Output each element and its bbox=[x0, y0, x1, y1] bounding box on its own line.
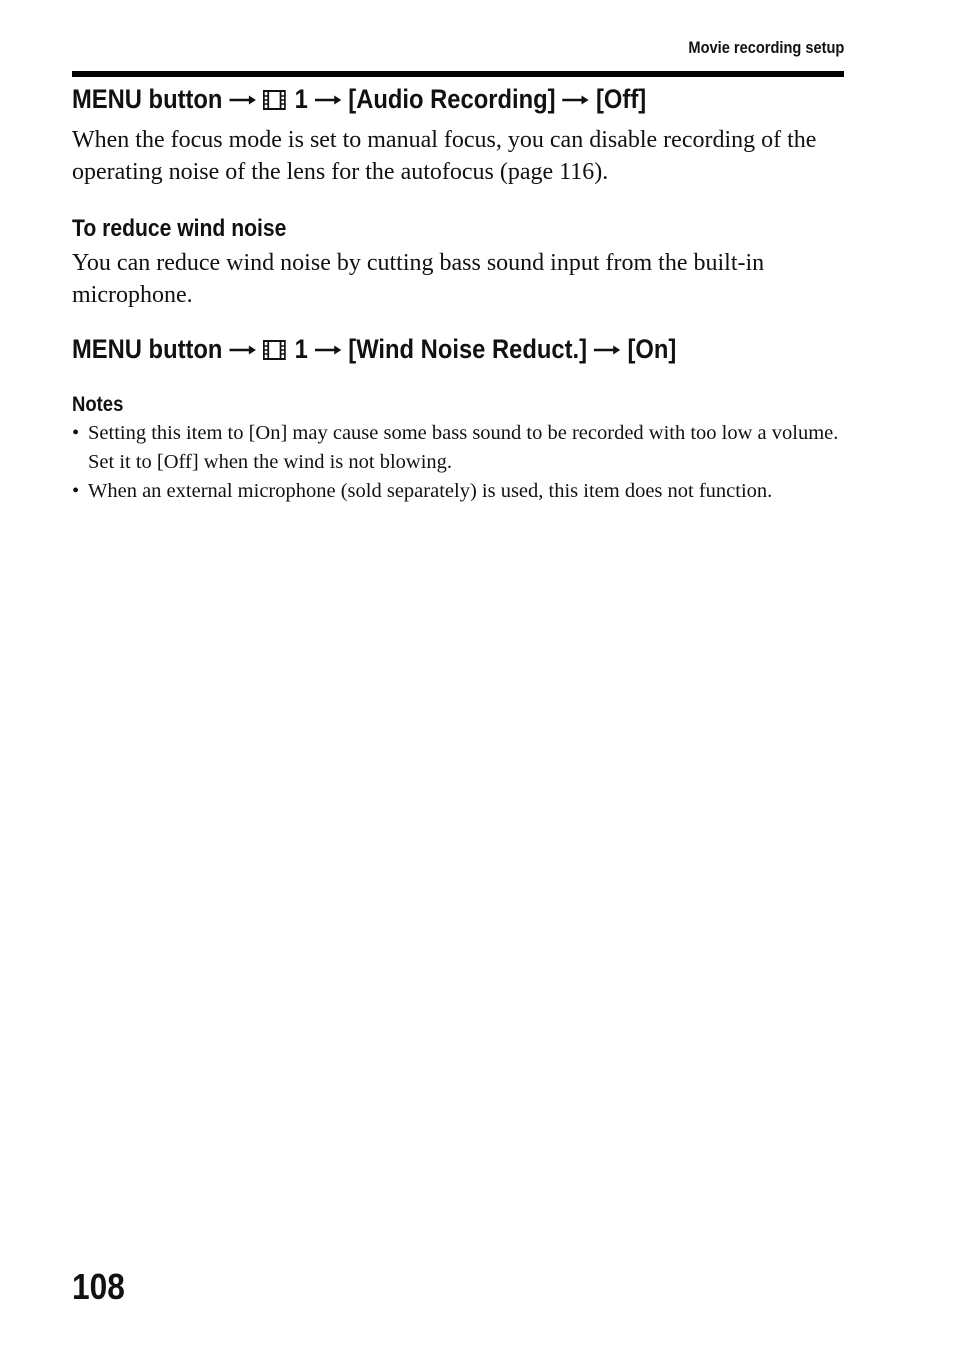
page-number: 108 bbox=[72, 1266, 125, 1307]
right-arrow-icon bbox=[229, 94, 255, 106]
movie-menu-icon bbox=[263, 339, 286, 361]
menu-button-label: MENU button bbox=[72, 84, 223, 114]
menu-item-wind-noise-reduct: [Wind Noise Reduct.] bbox=[348, 334, 588, 364]
right-arrow-icon bbox=[315, 344, 341, 356]
menu-value-on: [On] bbox=[627, 334, 677, 364]
movie-menu-icon bbox=[263, 89, 286, 111]
note-item bbox=[72, 477, 862, 506]
notes-title: Notes bbox=[72, 393, 124, 416]
right-arrow-icon bbox=[563, 94, 589, 106]
menu-button-label: MENU button bbox=[72, 334, 223, 364]
menu-tab-number: 1 bbox=[294, 84, 308, 114]
notes-list bbox=[72, 419, 862, 506]
menu-value-off: [Off] bbox=[596, 84, 647, 114]
right-arrow-icon bbox=[594, 344, 620, 356]
menu-path-audio-recording bbox=[72, 84, 646, 115]
audio-recording-description: When the focus mode is set to manual focus, you can disable recording of the operating noise of the lens for the autofocus (page 116). bbox=[72, 127, 817, 185]
note-text: Setting this item to [On] may cause some bass sound to be recorded with too low a volume. Set it to [Off] when the wind is not blowing. bbox=[88, 422, 839, 473]
section-header: Movie recording setup bbox=[688, 38, 844, 57]
right-arrow-icon bbox=[315, 94, 341, 106]
menu-item-audio-recording: [Audio Recording] bbox=[348, 84, 556, 114]
bullet: • bbox=[72, 480, 80, 502]
note-text: When an external microphone (sold separately) is used, this item does not function. bbox=[88, 480, 773, 502]
wind-noise-description: You can reduce wind noise by cutting bass sound input from the built-in microphone. bbox=[72, 250, 765, 308]
header-rule bbox=[72, 71, 844, 77]
note-item bbox=[72, 419, 862, 477]
right-arrow-icon bbox=[229, 344, 255, 356]
menu-path-wind-noise bbox=[72, 334, 676, 365]
menu-tab-number: 1 bbox=[294, 334, 308, 364]
wind-noise-subheading: To reduce wind noise bbox=[72, 215, 287, 242]
bullet: • bbox=[72, 422, 80, 444]
